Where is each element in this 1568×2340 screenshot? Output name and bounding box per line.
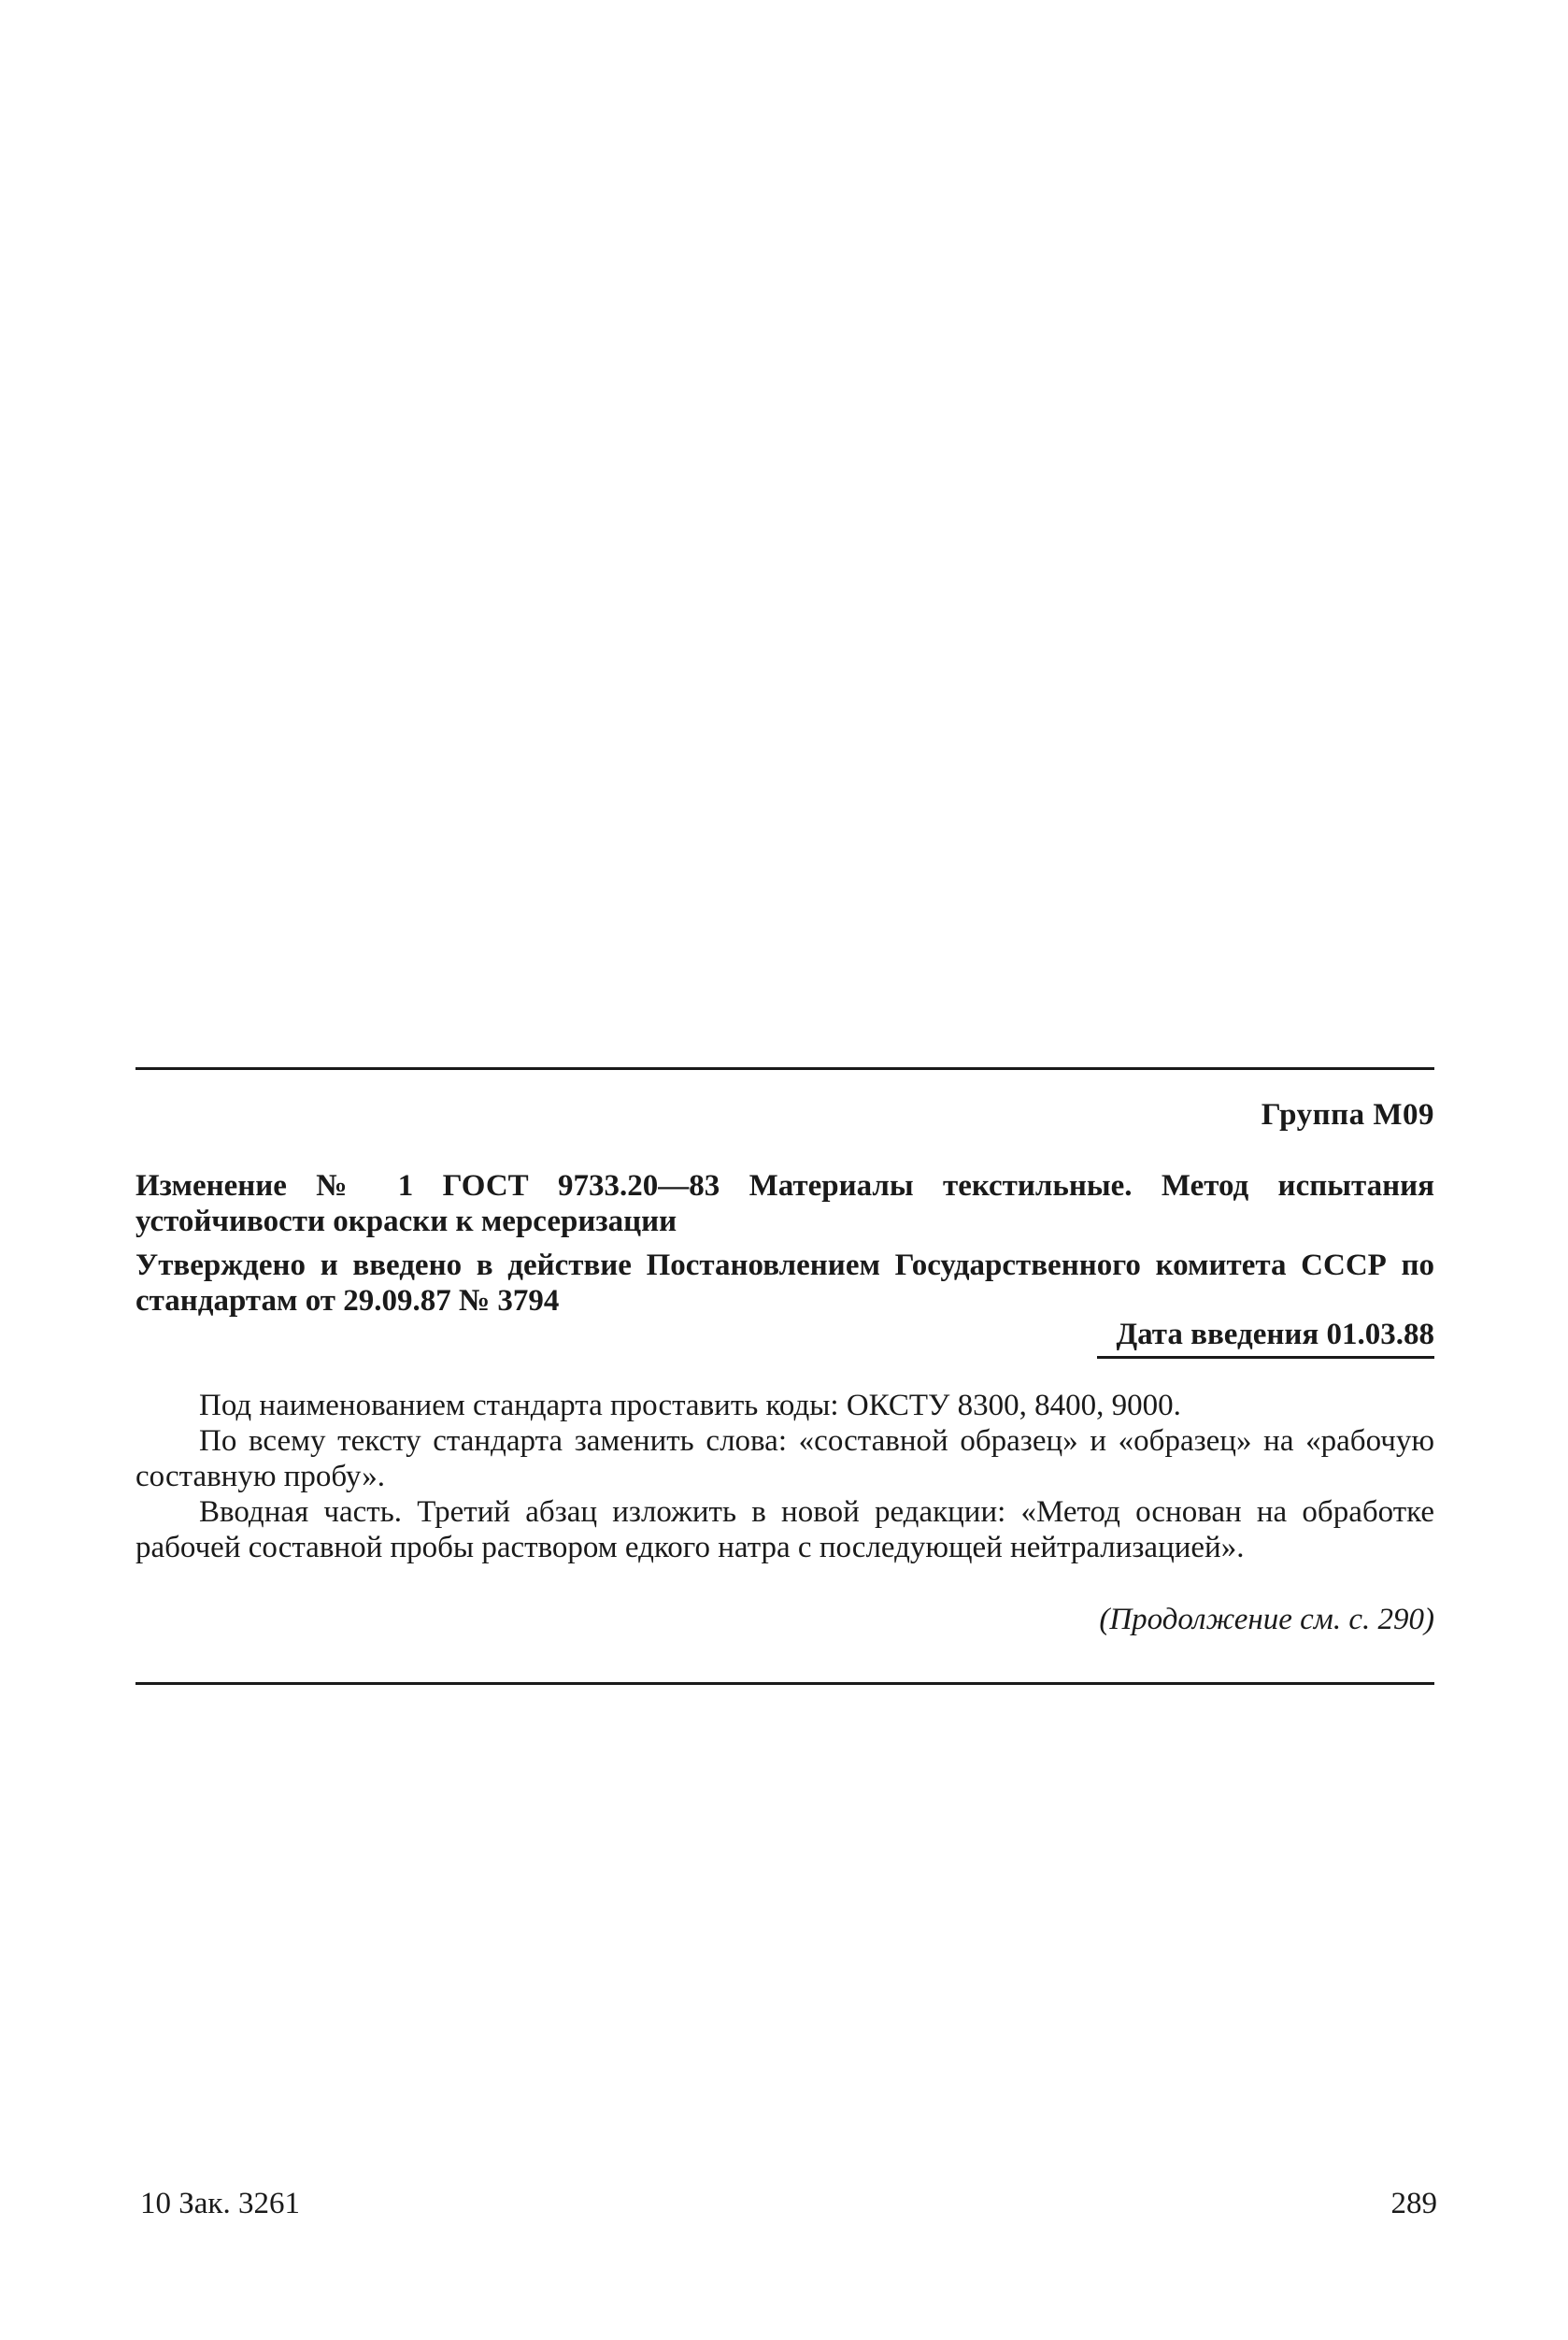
- page-number: 289: [1390, 2187, 1437, 2220]
- body-text: [135, 1388, 1434, 1565]
- amendment-title: Изменение № 1 ГОСТ 9733.20—83 Материалы текстильные. Метод испытания устойчивости окраски к мерсеризации: [135, 1169, 1434, 1238]
- order-number: 10 Зак. 3261: [140, 2187, 300, 2220]
- continuation-note: (Продолжение см. с. 290): [1099, 1603, 1434, 1636]
- bottom-divider: [135, 1682, 1434, 1685]
- intro-date: Дата введения 01.03.88: [1097, 1318, 1434, 1359]
- paragraph: Вводная часть. Третий абзац изложить в новой редакции: «Метод основан на обработке рабочей составной пробы раствором едкого натра с последующей нейтрализацией».: [135, 1495, 1434, 1564]
- paragraph: По всему тексту стандарта заменить слова: «составной образец» и «образец» на «рабочую составную пробу».: [135, 1424, 1434, 1493]
- top-divider: [135, 1067, 1434, 1070]
- approval-text: Утверждено и введено в действие Постановлением Государственного комитета СССР по стандартам от 29.09.87 № 3794: [135, 1248, 1434, 1318]
- group-label: Группа М09: [1261, 1098, 1434, 1132]
- paragraph: Под наименованием стандарта проставить коды: ОКСТУ 8300, 8400, 9000.: [199, 1389, 1181, 1422]
